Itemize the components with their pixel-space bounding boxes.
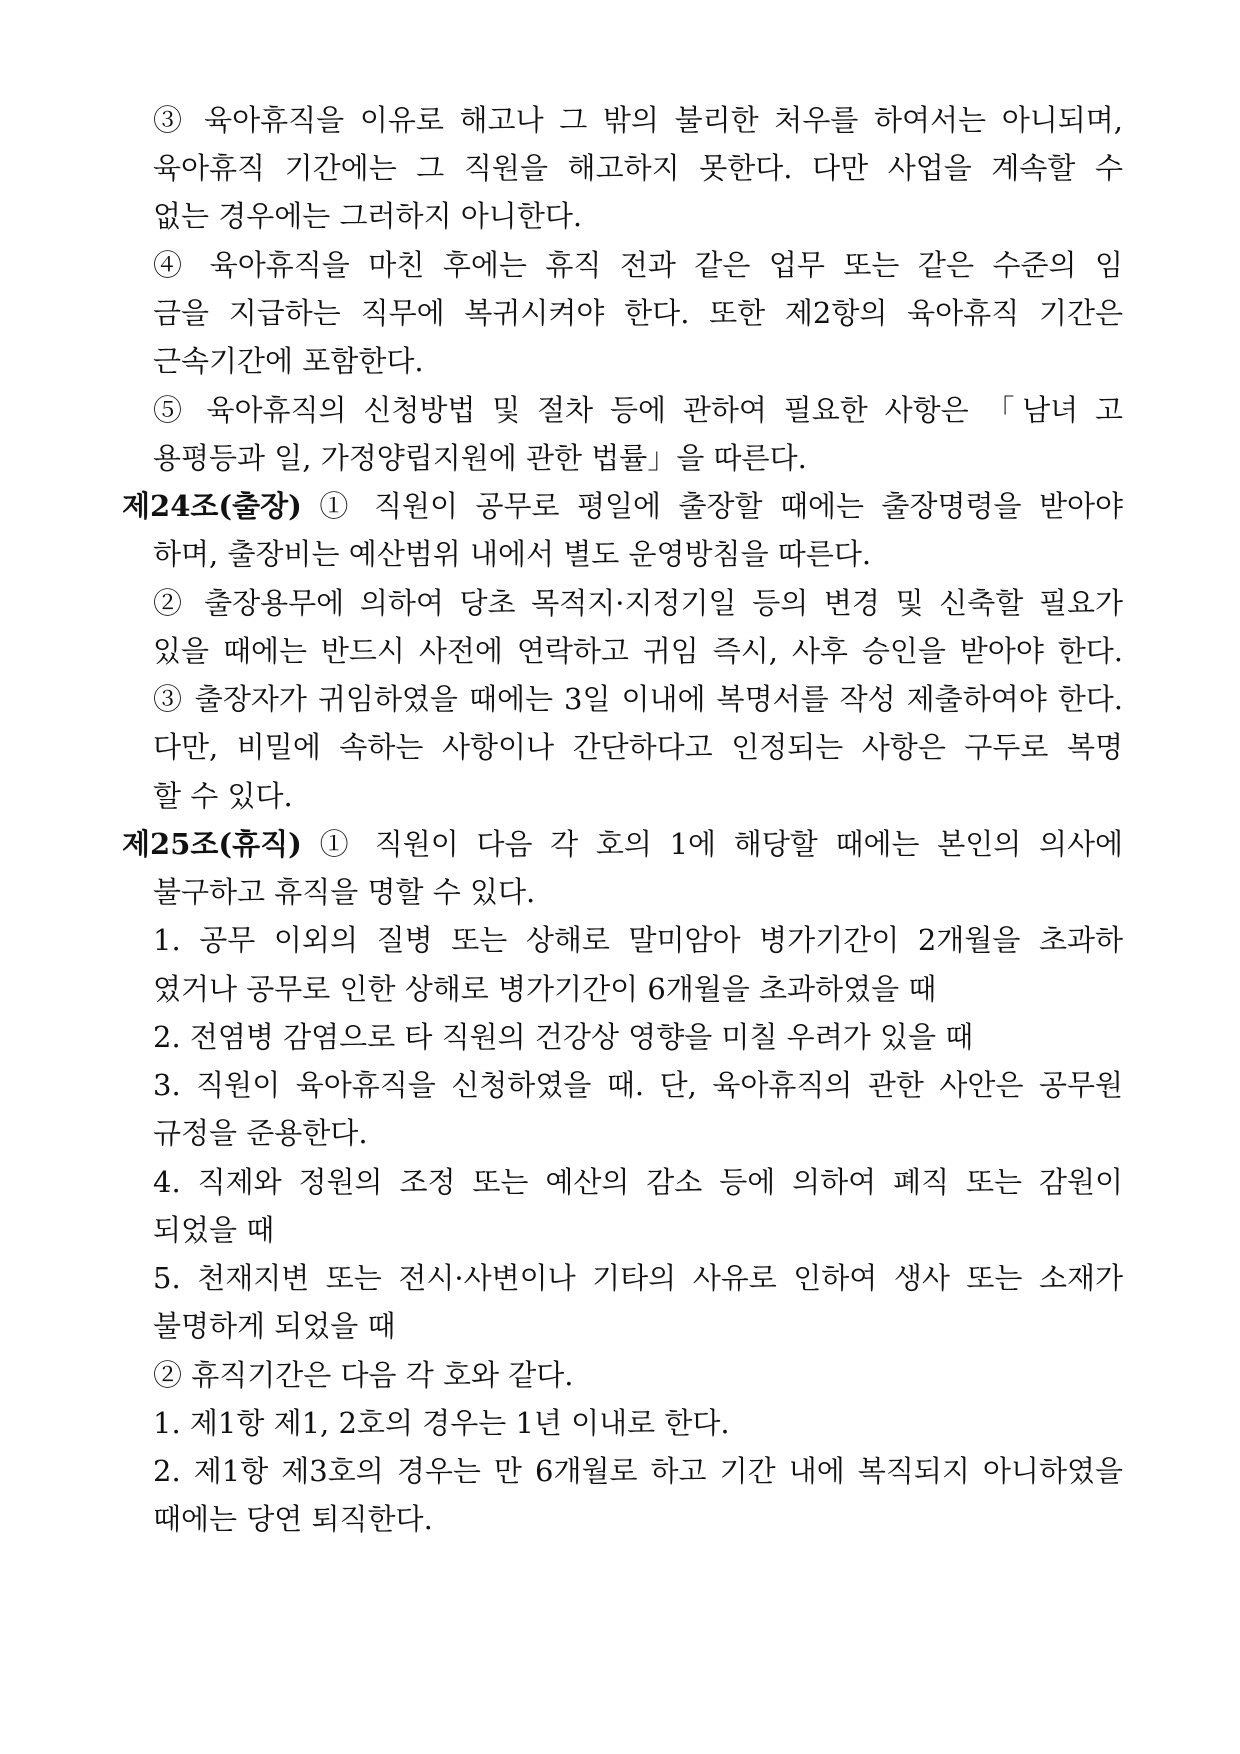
text-line: 2. 제1항 제3호의 경우는 만 6개월로 하고 기간 내에 복직되지 아니하였을 <box>153 1454 1123 1488</box>
text-line: 4. 직제와 정원의 조정 또는 예산의 감소 등에 의하여 폐직 또는 감원이 <box>153 1165 1123 1199</box>
text-line: 할 수 있다. <box>153 779 293 813</box>
text-line: ① 직원이 공무로 평일에 출장할 때에는 출장명령을 받아야 <box>319 489 1123 523</box>
text-line: 되었을 때 <box>153 1213 275 1247</box>
text-line: 1. 제1항 제1, 2호의 경우는 1년 이내로 한다. <box>153 1406 730 1440</box>
text-line: 육아휴직 기간에는 그 직원을 해고하지 못한다. 다만 사업을 계속할 수 <box>153 151 1123 185</box>
text-line: 규정을 준용한다. <box>153 1116 368 1150</box>
text-line: 불구하고 휴직을 명할 수 있다. <box>153 875 536 909</box>
text-line: ② 휴직기간은 다음 각 호와 같다. <box>153 1358 574 1392</box>
text-line: ② 출장용무에 의하여 당초 목적지·지정기일 등의 변경 및 신축할 필요가 <box>153 586 1123 620</box>
text-line: 근속기간에 포함한다. <box>153 344 424 378</box>
text-line: 불명하게 되었을 때 <box>153 1309 396 1343</box>
text-line: ① 직원이 다음 각 호의 1에 해당할 때에는 본인의 의사에 <box>319 827 1124 861</box>
text-line: 다만, 비밀에 속하는 사항이나 간단하다고 인정되는 사항은 구두로 복명 <box>153 730 1123 764</box>
article-24-first-line <box>122 479 1123 533</box>
text-line: 용평등과 일, 가정양립지원에 관한 법률」을 따른다. <box>153 441 807 475</box>
article-25-title: 제25조(휴직) <box>122 827 302 861</box>
text-line: 금을 지급하는 직무에 복귀시켜야 한다. 또한 제2항의 육아휴직 기간은 <box>153 296 1123 330</box>
text-line: ④ 육아휴직을 마친 후에는 휴직 전과 같은 업무 또는 같은 수준의 임 <box>153 248 1123 282</box>
text-line: 2. 전염병 감염으로 타 직원의 건강상 영향을 미칠 우려가 있을 때 <box>153 1020 974 1054</box>
text-line: 때에는 당연 퇴직한다. <box>153 1502 433 1536</box>
text-line: ⑤ 육아휴직의 신청방법 및 절차 등에 관하여 필요한 사항은 「남녀 고 <box>153 393 1123 427</box>
article-25-first-line <box>122 817 1123 871</box>
text-line: ③ 육아휴직을 이유로 해고나 그 밖의 불리한 처우를 하여서는 아니되며, <box>153 103 1123 137</box>
article-24-title: 제24조(출장) <box>122 489 302 523</box>
text-line: 하며, 출장비는 예산범위 내에서 별도 운영방침을 따른다. <box>153 537 872 571</box>
text-line: 3. 직원이 육아휴직을 신청하였을 때. 단, 육아휴직의 관한 사안은 공무원 <box>153 1068 1123 1102</box>
text-line: ③ 출장자가 귀임하였을 때에는 3일 이내에 복명서를 작성 제출하여야 한다. <box>153 682 1123 716</box>
text-line: 5. 천재지변 또는 전시·사변이나 기타의 사유로 인하여 생사 또는 소재가 <box>153 1261 1123 1295</box>
text-line: 없는 경우에는 그러하지 아니한다. <box>153 199 583 233</box>
text-line: 있을 때에는 반드시 사전에 연락하고 귀임 즉시, 사후 승인을 받아야 한다. <box>153 634 1123 668</box>
text-line: 1. 공무 이외의 질병 또는 상해로 말미암아 병가기간이 2개월을 초과하 <box>153 923 1123 957</box>
text-line: 였거나 공무로 인한 상해로 병가기간이 6개월을 초과하였을 때 <box>153 972 937 1006</box>
